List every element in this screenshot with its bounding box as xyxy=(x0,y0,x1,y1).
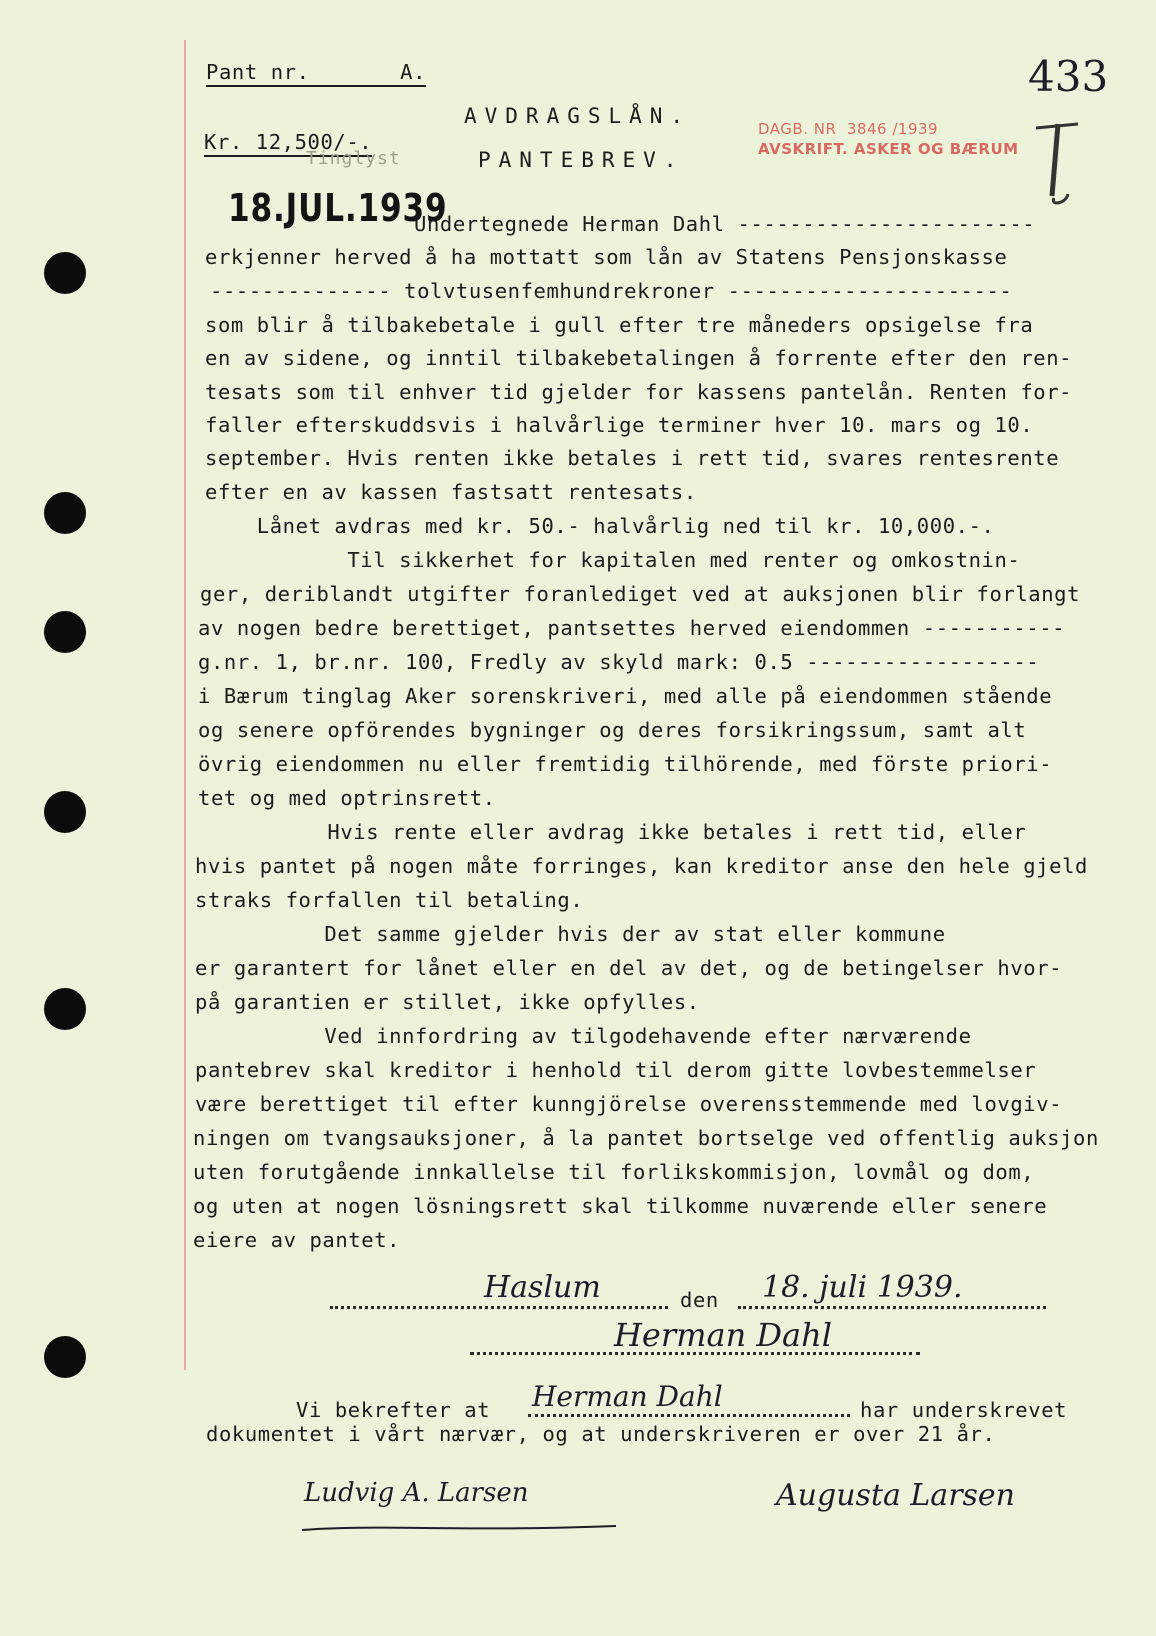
document-title-1: AVDRAGSLÅN. xyxy=(464,104,692,128)
body-line: av nogen bedre berettiget, pantsettes herved eiendommen ----------- xyxy=(198,616,1066,640)
punch-hole xyxy=(44,1336,86,1378)
body-line: uten forutgående innkallelse til forlikskommisjon, lovmål og dom, xyxy=(193,1160,1035,1184)
document-title-2: PANTEBREV. xyxy=(478,148,685,172)
body-line: straks forfallen til betaling. xyxy=(195,888,584,912)
body-line: Hvis rente eller avdrag ikke betales i rett tid, eller xyxy=(198,820,1027,844)
punch-hole xyxy=(44,988,86,1030)
signing-date: 18. juli 1939. xyxy=(762,1270,963,1305)
witness-1-signature: Ludvig A. Larsen xyxy=(304,1478,529,1508)
body-line: Det samme gjelder hvis der av stat eller kommune xyxy=(195,922,946,946)
body-line: i Bærum tinglag Aker sorenskriveri, med alle på eiendommen stående xyxy=(198,684,1053,708)
folio-mark-icon xyxy=(1032,110,1084,210)
body-line: faller efterskuddsvis i halvårlige terminer hver 10. mars og 10. xyxy=(205,413,1034,437)
dotted-line xyxy=(330,1306,668,1309)
body-line: hvis pantet på nogen måte forringes, kan kreditor anse den hele gjeld xyxy=(195,854,1089,878)
body-line: g.nr. 1, br.nr. 100, Fredly av skyld mark: 0.5 ------------------ xyxy=(198,650,1040,674)
body-line: er garantert for lånet eller en del av det, og de betingelser hvor- xyxy=(195,956,1063,980)
folio-number: 433 xyxy=(1028,52,1109,101)
body-line: september. Hvis renten ikke betales i rett tid, svares rentesrente xyxy=(205,446,1060,470)
witness-2-signature: Augusta Larsen xyxy=(776,1478,1016,1513)
signature-underline xyxy=(300,1490,620,1540)
signing-place: Haslum xyxy=(484,1270,601,1305)
body-line: Ved innfordring av tilgodehavende efter nærværende xyxy=(195,1024,972,1048)
body-line: og senere opförendes bygninger og deres forsikringssum, samt alt xyxy=(198,718,1027,742)
pant-number: Pant nr. A. xyxy=(206,60,426,87)
margin-rule xyxy=(184,40,186,1370)
punch-hole xyxy=(44,492,86,534)
punch-hole xyxy=(44,611,86,653)
body-line: tesats som til enhver tid gjelder for kassens pantelån. Renten for- xyxy=(205,380,1073,404)
dotted-line xyxy=(528,1414,850,1417)
witness-text-suffix: har underskrevet xyxy=(860,1398,1068,1422)
body-line: -------------- tolvtusenfemhundrekroner ---------------------- xyxy=(210,279,1013,303)
faded-stamp: Tinglyst xyxy=(306,148,401,169)
witness-text-prefix: Vi bekrefter at xyxy=(296,1398,491,1422)
body-line: Lånet avdras med kr. 50.- halvårlig ned til kr. 10,000.-. xyxy=(205,514,995,538)
punch-hole xyxy=(44,791,86,833)
witnessed-signer-name: Herman Dahl xyxy=(532,1380,723,1413)
body-line: Undertegnede Herman Dahl ----------------------- xyxy=(414,212,1036,236)
stamp-line-2: AVSKRIFT. ASKER OG BÆRUM xyxy=(758,140,1019,158)
den-label: den xyxy=(680,1288,719,1312)
date-stamp: 18.JUL.1939 xyxy=(228,186,448,230)
body-line: som blir å tilbakebetale i gull efter tre måneders opsigelse fra xyxy=(205,313,1034,337)
loan-amount: Kr. 12,500/-. xyxy=(204,130,372,157)
stamp-line-1: DAGB. NR 3846 /1939 xyxy=(758,120,939,138)
body-line: Til sikkerhet for kapitalen med renter og omkostnin- xyxy=(205,548,1021,572)
body-line: en av sidene, og inntil tilbakebetalingen å forrente efter den ren- xyxy=(205,346,1073,370)
body-line: erkjenner herved å ha mottatt som lån av Statens Pensjonskasse xyxy=(205,245,1008,269)
dotted-line xyxy=(738,1306,1046,1309)
body-line: efter en av kassen fastsatt rentesats. xyxy=(205,480,697,504)
body-line: ger, deriblandt utgifter foranlediget ved at auksjonen blir forlangt xyxy=(200,582,1081,606)
body-line: eiere av pantet. xyxy=(193,1228,401,1252)
body-line: pantebrev skal kreditor i henhold til derom gitte lovbestemmelser xyxy=(195,1058,1037,1082)
witness-text-line-2: dokumentet i vårt nærvær, og at underskriveren er over 21 år. xyxy=(206,1422,996,1446)
body-line: övrig eiendommen nu eller fremtidig tilhörende, med förste priori- xyxy=(198,752,1053,776)
body-line: og uten at nogen lösningsrett skal tilkomme nuværende eller senere xyxy=(193,1194,1048,1218)
borrower-signature: Herman Dahl xyxy=(614,1316,832,1354)
body-line: på garantien er stillet, ikke opfylles. xyxy=(195,990,700,1014)
punch-hole xyxy=(44,252,86,294)
body-line: være berettiget til efter kunngjörelse overensstemmende med lovgiv- xyxy=(195,1092,1063,1116)
body-line: ningen om tvangsauksjoner, å la pantet bortselge ved offentlig auksjon xyxy=(193,1126,1099,1150)
body-line: tet og med optrinsrett. xyxy=(198,786,496,810)
